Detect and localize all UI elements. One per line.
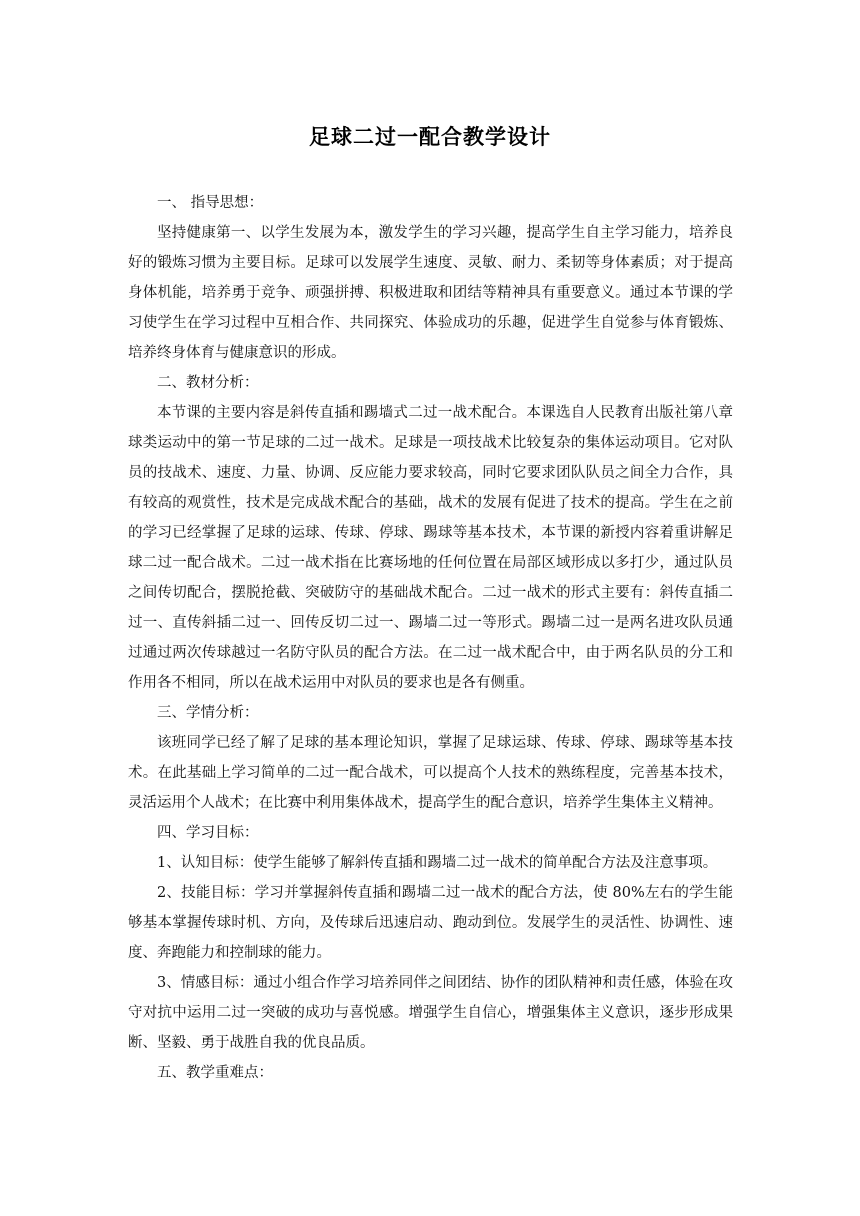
paragraph-material-analysis: 本节课的主要内容是斜传直插和踢墙式二过一战术配合。本课选自人民教育出版社第八章球类运动中的第一节足球的二过一战术。足球是一项技战术比较复杂的集体运动项目。它对队员的技战术、速度、力量、协调、反应能力要求较高，同时它要求团队队员之间全力合作，具有较高的观赏性，技术是完成战术配合的基础，战术的发展有促进了技术的提高。学生在之前的学习已经掌握了足球的运球、传球、停球、踢球等基本技术，本节课的新授内容着重讲解足球二过一配合战术。二过一战术指在比赛场地的任何位置在局部区域形成以多打少，通过队员之间传切配合，摆脱抢截、突破防守的基础战术配合。二过一战术的形式主要有：斜传直插二过一、直传斜插二过一、回传反切二过一、踢墙二过一等形式。踢墙二过一是两名进攻队员通过通过两次传球越过一名防守队员的配合方法。在二过一战术配合中，由于两名队员的分工和作用各不相同，所以在战术运用中对队员的要求也是各有侧重。 (128, 405, 733, 691)
paragraph-guiding-idea: 坚持健康第一、以学生发展为本，激发学生的学习兴趣，提高学生自主学习能力，培养良好的锻炼习惯为主要目标。足球可以发展学生速度、灵敏、耐力、柔韧等身体素质；对于提高身体机能，培养勇于竞争、顽强拼搏、积极进取和团结等精神具有重要意义。通过本节课的学习使学生在学习过程中互相合作、共同探究、体验成功的乐趣，促进学生自觉参与体育锻炼、培养终身体育与健康意识的形成。 (128, 225, 733, 361)
document-body (128, 188, 733, 1088)
section-heading-learning-goals: 四、学习目标： (157, 825, 259, 841)
paragraph-goal-emotional: 3、情感目标：通过小组合作学习培养同伴之间团结、协作的团队精神和责任感，体验在攻守对抗中运用二过一突破的成功与喜悦感。增强学生自信心，增强集体主义意识，逐步形成果断、坚毅、勇于战胜自我的优良品质。 (128, 975, 733, 1051)
paragraph-student-analysis: 该班同学已经了解了足球的基本理论知识，掌握了足球运球、传球、停球、踢球等基本技术。在此基础上学习简单的二过一配合战术，可以提高个人技术的熟练程度，完善基本技术，灵活运用个人战术；在比赛中利用集体战术，提高学生的配合意识，培养学生集体主义精神。 (128, 735, 733, 811)
section-heading-guiding-idea: 一、 指导思想： (157, 195, 264, 211)
section-heading-key-points: 五、教学重难点： (157, 1065, 273, 1081)
section-heading-student-analysis: 三、学情分析： (157, 705, 259, 721)
document-title: 足球二过一配合教学设计 (309, 125, 551, 149)
paragraph-goal-skill: 2、技能目标：学习并掌握斜传直插和踢墙二过一战术的配合方法，使 80%左右的学生能够基本掌握传球时机、方向，及传球后迅速启动、跑动到位。发展学生的灵活性、协调性、速度、奔跑能力和控制球的能力。 (128, 885, 733, 961)
paragraph-goal-cognitive: 1、认知目标：使学生能够了解斜传直插和踢墙二过一战术的简单配合方法及注意事项。 (157, 855, 718, 871)
section-heading-material-analysis: 二、教材分析： (157, 375, 259, 391)
